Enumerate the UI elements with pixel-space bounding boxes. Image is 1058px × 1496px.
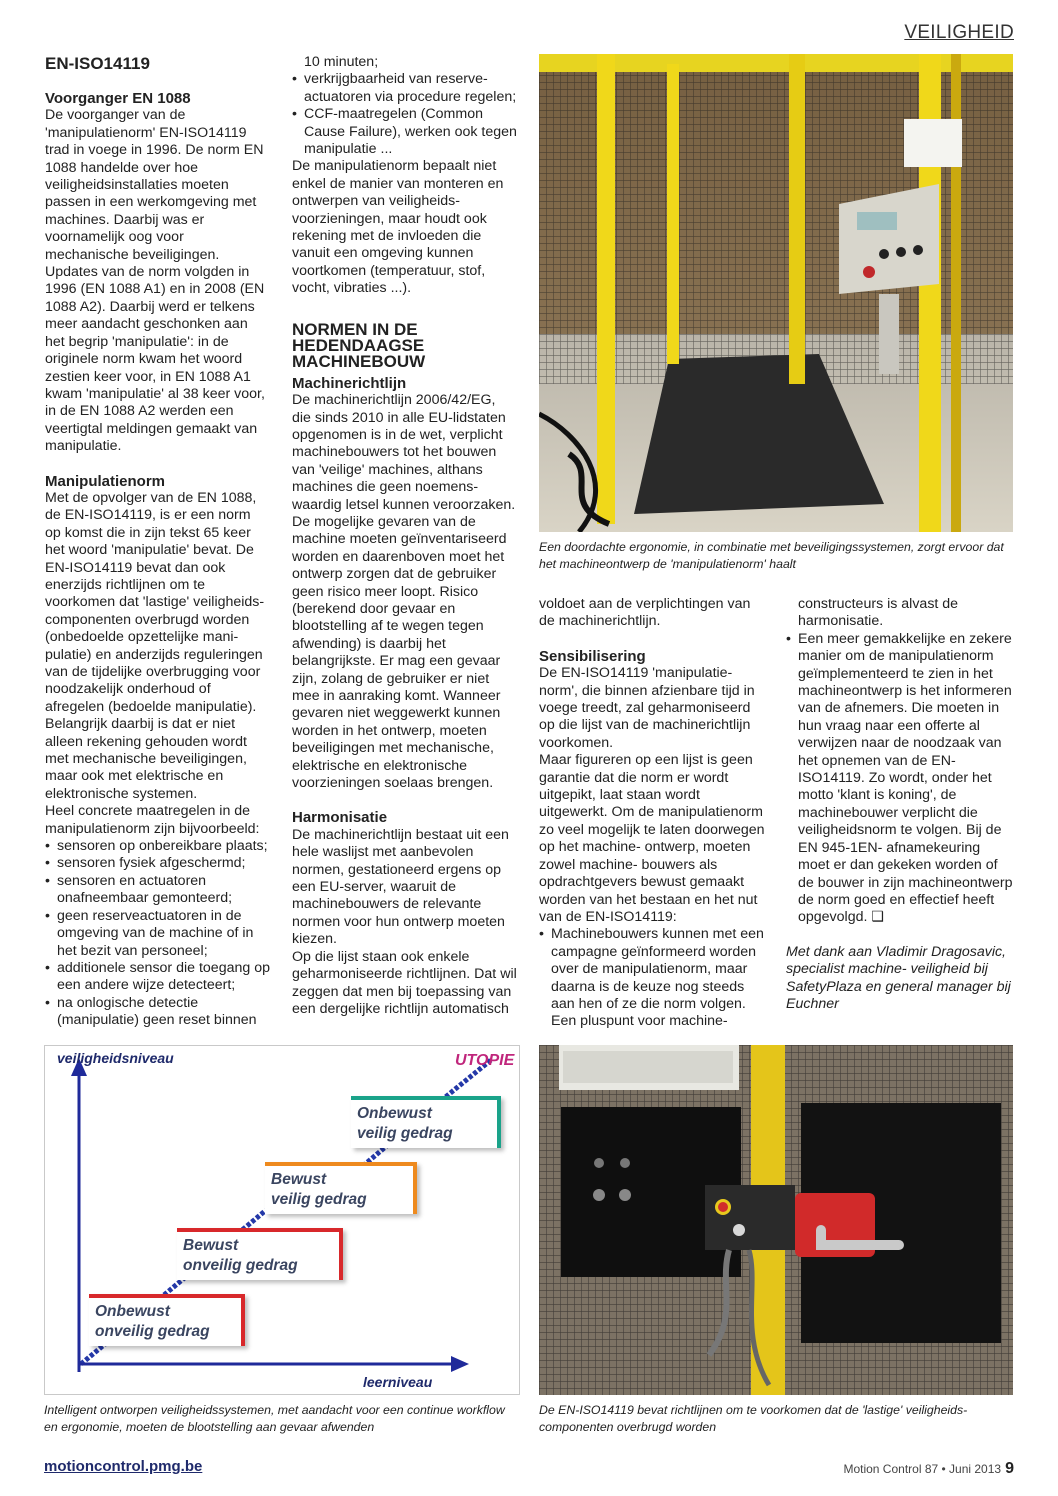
- subheading-harmonisatie: Harmonisatie: [292, 809, 388, 827]
- photo-safety-cell: [539, 54, 1013, 532]
- list-item: • sensoren fysiek afgeschermd;: [45, 855, 270, 872]
- diagram-caption: Intelligent ontworpen veiligheidssystemen, met aandacht voor een continue workflow en ergonomie, moeten de blootstelling aan gevaar afwenden: [44, 1403, 505, 1434]
- list-item-text: Een meer gemakkelijke en zekere manier om de manipulatienorm geïmplementeerd te zien in het machineontwerp is het informeren van de afnemers. Die moeten in hun vraag naar een offerte al verwijzen naar de noodzaak van het opnemen van de EN-ISO14119. Zo wordt, onder het motto 'klant is koning', de machinebouwer verplicht die veiligheidsnorm te volgen. Bij de EN 945-1EN- afnamekeuring moet er dan gekeken worden of de bouwer in zijn machineontwerp de norm goed en effectief heeft opgevolgd.: [798, 630, 1013, 926]
- section-heading: NORMEN IN DE HEDENDAAGSE MACHINEBOUW: [292, 319, 426, 371]
- list-item: • verkrijgbaarheid van reserve- actuatoren via procedure regelen;: [292, 71, 518, 106]
- subheading-manipulatienorm: Manipulatienorm: [45, 472, 166, 490]
- section-tag: VEILIGHEID: [904, 22, 1014, 43]
- article-title: EN-ISO14119: [45, 54, 150, 73]
- list-item: • sensoren op onbereikbare plaats;: [45, 838, 270, 855]
- list-item: • additionele sensor die toegang op een andere wijze detecteert;: [45, 960, 270, 995]
- awareness-list: [539, 926, 765, 1030]
- paragraph: Heel concrete maatregelen in de manipulatienorm zijn bijvoorbeeld:: [45, 803, 260, 837]
- stage-line: Bewust: [183, 1237, 239, 1254]
- list-item: [786, 631, 1013, 927]
- photo-safety-cell-caption: Een doordachte ergonomie, in combinatie met beveiligingssystemen, zorgt ervoor dat het machineontwerp de 'manipulatienorm' haalt: [539, 540, 1004, 571]
- issue-info: [843, 1460, 1014, 1478]
- issue-label: Motion Control 87 • Juni 2013: [843, 1462, 1002, 1476]
- stage-line: Onbewust: [357, 1105, 432, 1122]
- x-axis-label: leerniveau: [363, 1374, 433, 1390]
- list-continuation: constructeurs is alvast de harmonisatie.: [798, 596, 959, 630]
- list-item: • na onlogische detectie (manipulatie) geen reset binnen: [45, 995, 270, 1030]
- subheading-sensibilisering: Sensibilisering: [539, 647, 646, 665]
- measures-list-continued: [292, 71, 518, 158]
- subheading-machinerichtlijn: Machinerichtlijn: [292, 374, 407, 392]
- stage-line: onveilig gedrag: [183, 1257, 298, 1274]
- photo-safety-handle-caption: De EN-ISO14119 bevat richtlijnen om te voorkomen dat de 'lastige' veiligheids- componenten overbrugd worden: [539, 1403, 968, 1434]
- paragraph: Maar figureren op een lijst is geen garantie dat die norm er wordt uitgepikt, laat staan wordt uitgewerkt. Om de manipulatienorm zo veel mogelijk te laten doorwegen op het machine- ontwerp, moeten zowel machine- bouwers als opdrachtgevers bewust gemaakt worden van het bestaan en het nut van de EN-ISO14119:: [539, 752, 765, 925]
- list-continuation: 10 minuten;: [304, 54, 379, 70]
- stage-line: Bewust: [271, 1171, 327, 1188]
- photo-safety-handle: [539, 1045, 1013, 1395]
- stage-line: veilig gedrag: [271, 1191, 367, 1208]
- paragraph: Op die lijst staan ook enkele geharmoniseerde richtlijnen. Dat wil zeggen dat men bij toepassing van een dergelijke richtlijn automatisch: [292, 948, 517, 1017]
- photo-safety-cell-illustration: [539, 54, 1013, 532]
- article-column-2: [292, 54, 518, 1018]
- subheading-voorganger: Voorganger EN 1088: [45, 90, 191, 107]
- list-item: • geen reserveactuatoren in de omgeving van de machine of in het bezit van personeel;: [45, 908, 270, 960]
- page-number: 9: [1005, 1460, 1014, 1477]
- stage-unconscious-safe: [351, 1096, 501, 1148]
- stage-line: Onbewust: [95, 1303, 170, 1320]
- x-axis-arrow: [451, 1356, 469, 1372]
- paragraph: De EN-ISO14119 'manipulatie- norm', die binnen afzienbare tijd in voege treedt, zal geharmoniseerd op die lijst van de machinerichtlijn voorkomen.: [539, 665, 755, 751]
- end-of-article-mark: ❑: [871, 909, 885, 926]
- list-item: • sensoren en actuatoren onafneembaar gemonteerd;: [45, 873, 270, 908]
- list-item: • CCF-maatregelen (Common Cause Failure), werken ook tegen manipulatie ...: [292, 106, 518, 158]
- utopie-label: UTOPIE: [455, 1052, 515, 1069]
- article-column-3: [539, 596, 765, 1031]
- article-column-4: [786, 596, 1013, 1013]
- paragraph: De manipulatienorm bepaalt niet enkel de manier van monteren en ontwerpen van veiligheids- voorzieningen, maar houdt ook rekening met de invloeden die vanuit een omgeving kunnen voortkomen (temperatuur, stof, vocht, vibraties ...).: [292, 158, 504, 297]
- paragraph: De machinerichtlijn 2006/42/EG, die sinds 2010 in alle EU-lidstaten opgenomen is in de wet, verplicht machinebouwers tot het bouwen van 'veilige' machines, althans machines die geen noemens- waardig letsel kunnen veroorzaken. De mogelijke gevaren van de machine moeten geïnventariseerd worden en daarenboven moet het ontwerp zorgen dat de gebruiker geen risico meer loopt. Risico (berekend door gevaar en blootstelling af te wegen tegen afwending) is daarbij het belangrijkste. Er mag een gevaar zijn, zolang de gebruiker er niet mee in aanraking komt. Wanneer gevaren niet weggewerkt kunnen worden in het ontwerp, moeten beveiligingen met mechanische, elektrische en elektronische voorzieningen soelaas brengen.: [292, 392, 516, 792]
- paragraph: Met de opvolger van de EN 1088, de EN-ISO14119, is er een norm op komst die in zijn tekst 65 keer het woord 'manipulatie' bevat. De EN-ISO14119 bevat dan ook enerzijds richtlijnen om te voorkomen dat 'lastige' veiligheids- componenten overbrugd worden (onbedoelde opzettelijke mani- pulatie) en anderzijds reguleringen van de tijdelijke overbrugging voor noodzakelijk onderhoud of afregelen (bedoelde manipulatie). Belangrijk daarbij is dat er niet alleen rekening gehouden wordt met mechanische beveiligingen, maar ook met elektrische en elektronische systemen.: [45, 489, 265, 802]
- photo-safety-handle-illustration: [539, 1045, 1013, 1395]
- paragraph: De machinerichtlijn bestaat uit een hele waslijst met aanbevolen normen, gestationeerd ergens op een EU-server, waaruit de machinebouwers de relevante normen voor hun ontwerp moeten kiezen.: [292, 826, 509, 948]
- website-link[interactable]: motioncontrol.pmg.be: [44, 1458, 203, 1475]
- stage-line: veilig gedrag: [357, 1125, 453, 1142]
- y-axis-label: veiligheidsniveau: [57, 1050, 174, 1066]
- list-item: • Machinebouwers kunnen met een campagne geïnformeerd worden over de manipulatienorm, maar daarna is de keuze nog steeds aan hen of ze die norm volgen. Een pluspunt voor machine-: [539, 926, 765, 1030]
- stage-unconscious-unsafe: [89, 1294, 245, 1346]
- stage-conscious-unsafe: [177, 1228, 343, 1280]
- stage-conscious-safe: [265, 1162, 417, 1214]
- measures-list: [45, 838, 270, 1029]
- paragraph: De voorganger van de 'manipulatienorm' EN-ISO14119 trad in voege in 1996. De norm EN 1088 handelde over hoe veiligheidsinstallaties moeten passen in een werkomgeving met machines. Daarbij was er voornamelijk oog voor mechanische beveiligingen. Updates van de norm volgden in 1996 (EN 1088 A1) en in 2008 (EN 1088 A2). Daarbij werd er telkens meer aandacht geschonken aan het begrip 'manipulatie': in de originele norm kwam het woord zestien keer voor, in EN 1088 A1 kwam 'manipulatie' al 38 keer voor, in de EN 1088 A2 werden een veertigtal meldingen gemaakt van manipulatie.: [45, 107, 265, 455]
- acknowledgement: Met dank aan Vladimir Dragosavic, specialist machine- veiligheid bij SafetyPlaza en general manager bij Euchner: [786, 943, 1011, 1012]
- article-column-1: [45, 54, 270, 1030]
- stage-line: onveilig gedrag: [95, 1323, 210, 1340]
- paragraph: voldoet aan de verplichtingen van de machinerichtlijn.: [539, 596, 751, 630]
- awareness-list-continued: [786, 631, 1013, 927]
- safety-behaviour-diagram: [44, 1045, 520, 1395]
